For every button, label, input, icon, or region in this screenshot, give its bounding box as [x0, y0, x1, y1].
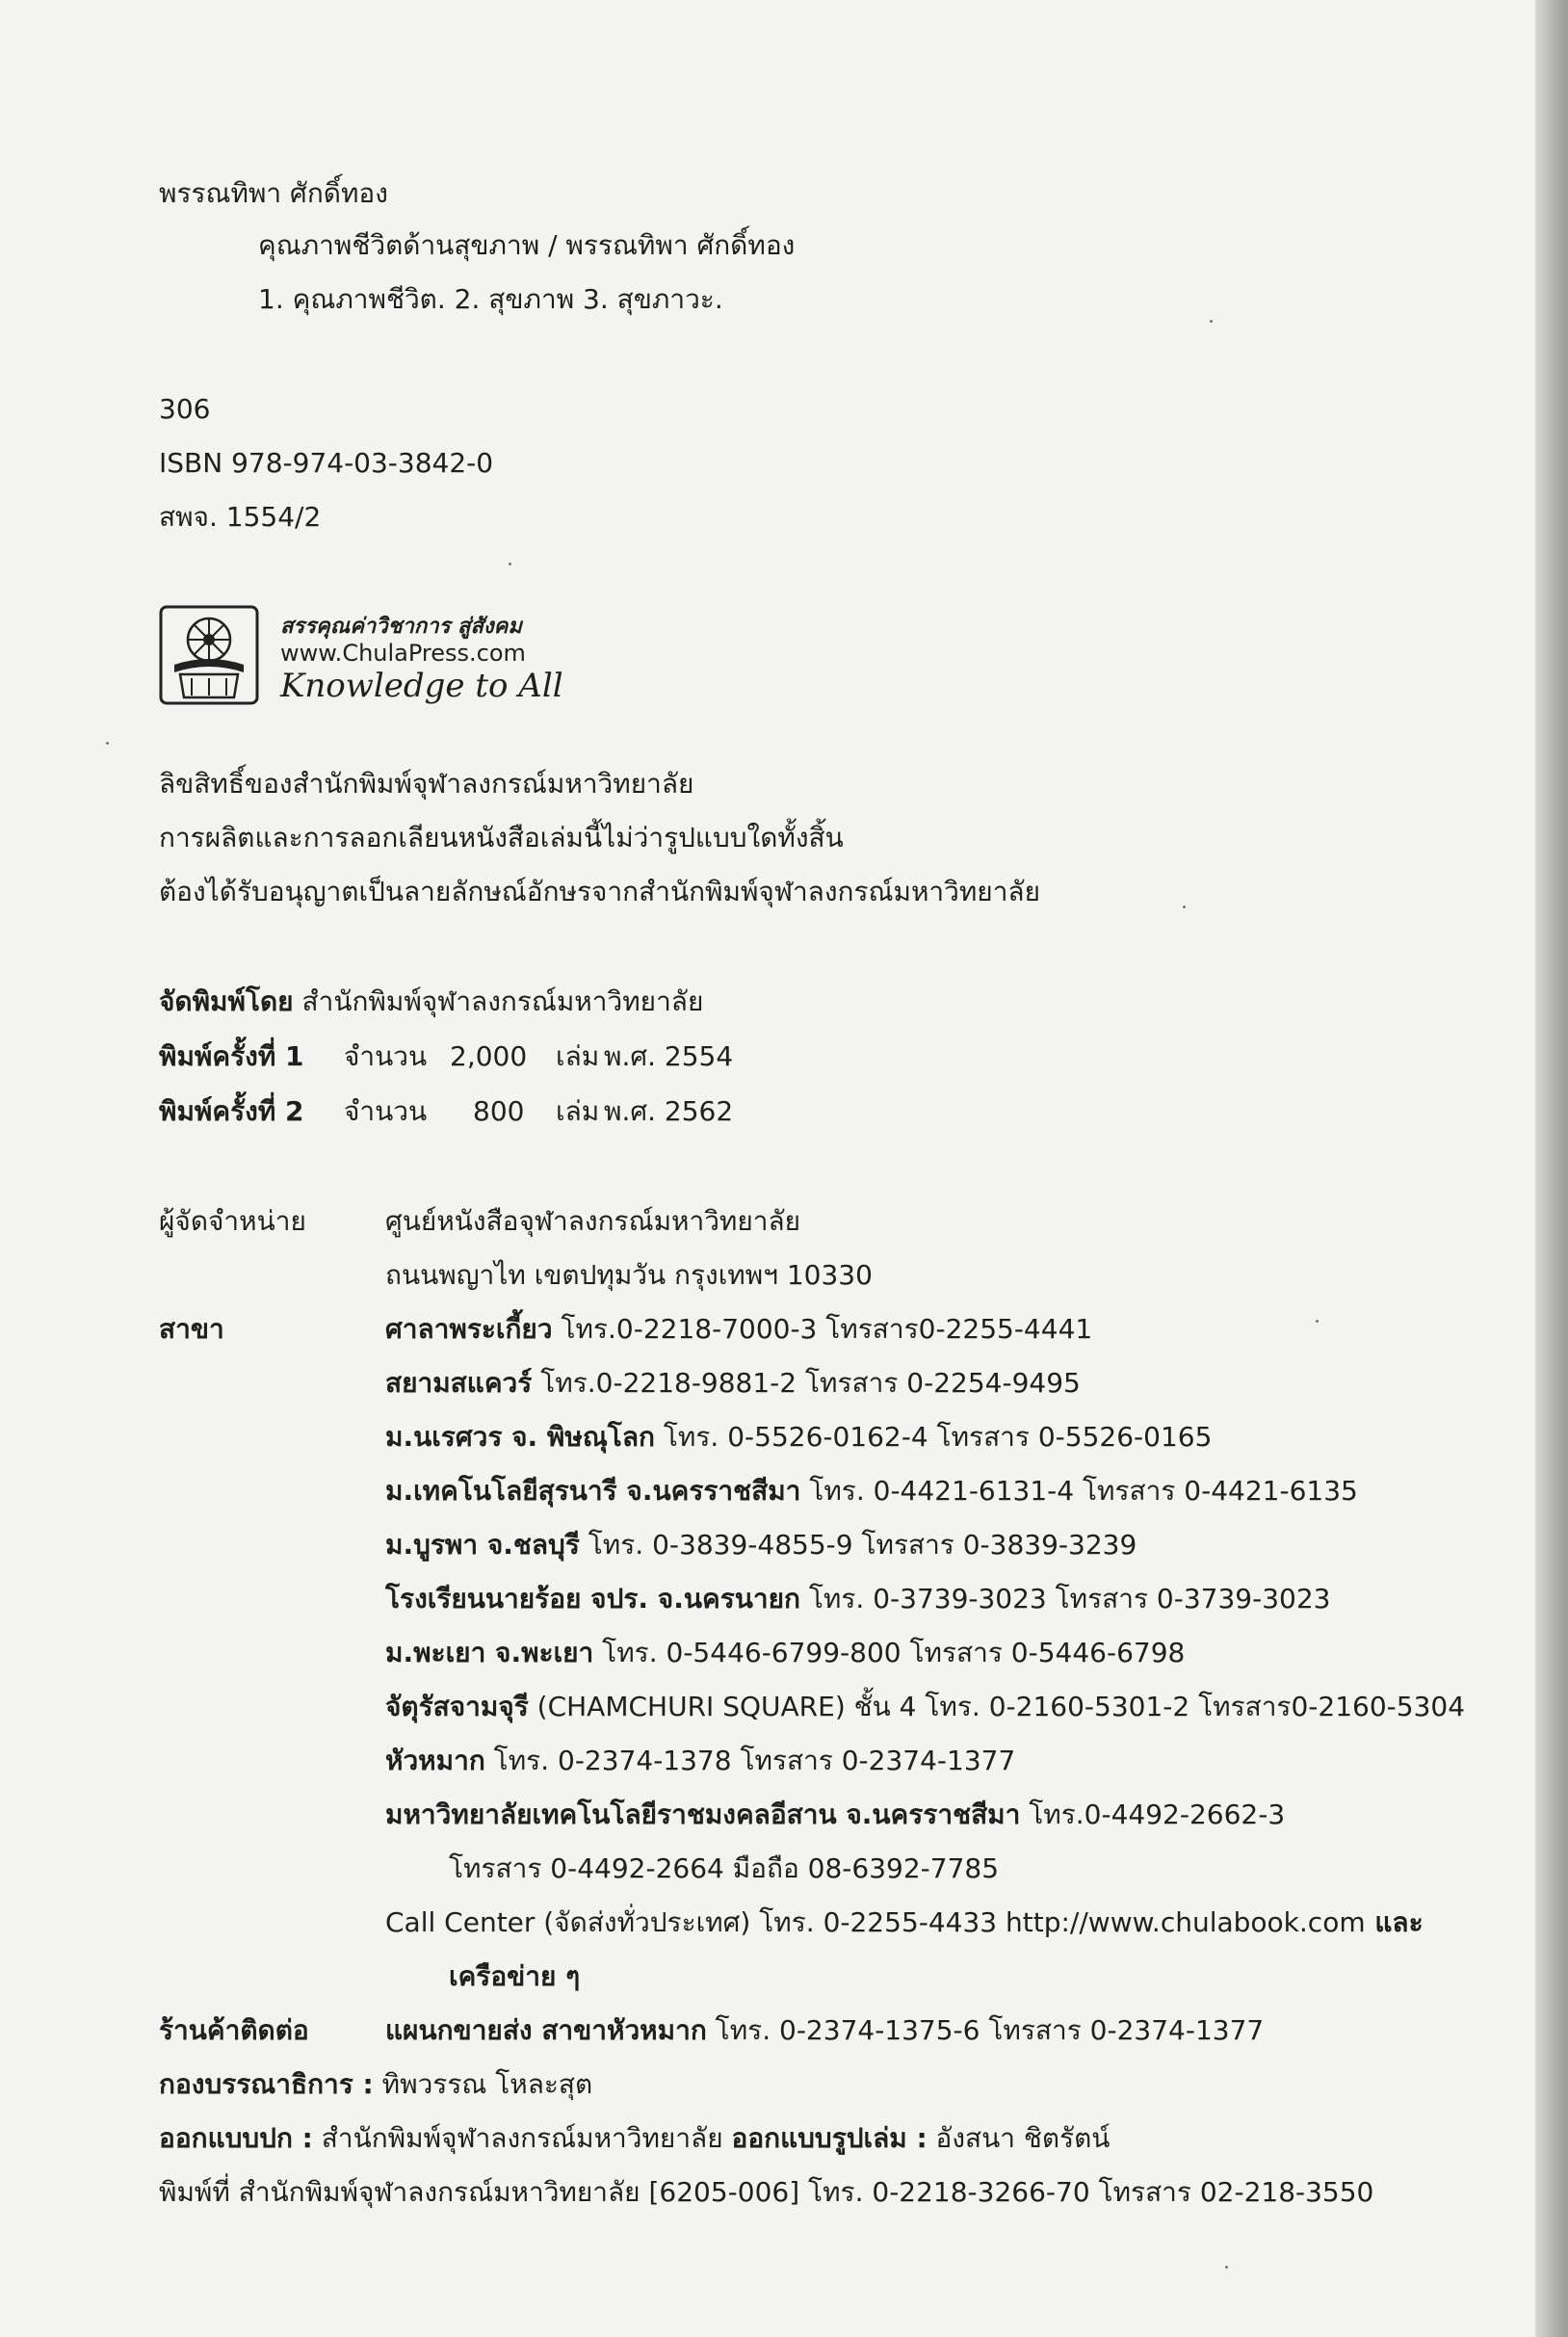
layout-designer: อังสนา ชิตรัตน์ — [927, 2122, 1111, 2154]
branch-continuation: โทรสาร 0-4492-2664 มือถือ 08-6392-7785 — [449, 1852, 1000, 1884]
branch-detail: โทร. 0-5526-0162-4 โทรสาร 0-5526-0165 — [654, 1421, 1213, 1453]
edition-unit: เล่ม — [556, 1040, 600, 1072]
branch-detail: (CHAMCHURI SQUARE) ชั้น 4 โทร. 0-2160-5301-2 โทรสาร0-2160-5304 — [528, 1691, 1466, 1722]
edition-unit: เล่ม — [556, 1095, 600, 1127]
editor-label: กองบรรณาธิการ : — [159, 2068, 374, 2100]
edition-year: พ.ศ. 2554 — [604, 1040, 734, 1072]
chula-press-logo — [159, 597, 563, 713]
call-center-and: และ — [1365, 1906, 1424, 1938]
edition-label: พิมพ์ครั้งที่ 1 — [159, 1040, 304, 1072]
branch-name: มหาวิทยาลัยเทคโนโลยีราชมงคลอีสาน จ.นครราชสีมา — [385, 1799, 1021, 1830]
edition-label: พิมพ์ครั้งที่ 2 — [159, 1095, 304, 1127]
copyright-line-3: ต้องได้รับอนุญาตเป็นลายลักษณ์อักษรจากสำนักพิมพ์จุฬาลงกรณ์มหาวิทยาลัย — [159, 876, 1040, 907]
branch-detail: โทร. 0-3839-4855-9 โทรสาร 0-3839-3239 — [579, 1529, 1137, 1561]
design-line — [159, 2121, 1110, 2156]
branch-name: ม.นเรศวร จ. พิษณุโลก — [385, 1421, 655, 1453]
chula-emblem-icon — [159, 605, 259, 705]
branch-name: ม.บูรพา จ.ชลบุรี — [385, 1529, 580, 1561]
copyright-line-1: ลิขสิทธิ์ของสำนักพิมพ์จุฬาลงกรณ์มหาวิทยาลัย — [159, 768, 694, 800]
network: เครือข่าย ๆ — [449, 1960, 581, 1992]
branch-detail: โทร. 0-4421-6131-4 โทรสาร 0-4421-6135 — [800, 1475, 1358, 1507]
distributor-address: ถนนพญาไท เขตปทุมวัน กรุงเทพฯ 10330 — [385, 1259, 873, 1291]
branch-item — [385, 1474, 1358, 1509]
branch-name: สยามสแควร์ — [385, 1367, 533, 1399]
scan-speck — [1225, 2266, 1228, 2269]
branch-detail: โทร. 0-5446-6799-800 โทรสาร 0-5446-6798 — [593, 1637, 1186, 1668]
branch-name: ศาลาพระเกี้ยว — [385, 1313, 553, 1345]
catalog-subjects: 1. คุณภาพชีวิต. 2. สุขภาพ 3. สุขภาวะ. — [258, 283, 723, 315]
page-edge-shadow — [1535, 0, 1568, 2337]
logo-slogan: สรรคุณค่าวิชาการ สู่สังคม — [280, 615, 522, 639]
branch-item — [385, 1528, 1137, 1562]
editor-line — [159, 2067, 592, 2102]
copyright-line-2: การผลิตและการลอกเลียนหนังสือเล่มนี้ไม่ว่ารูปแบบใดทั้งสิ้น — [159, 822, 844, 853]
catalog-title: คุณภาพชีวิตด้านสุขภาพ / พรรณทิพา ศักดิ์ทอง — [258, 229, 796, 261]
branch-detail: โทร.0-2218-7000-3 โทรสาร0-2255-4441 — [552, 1313, 1093, 1345]
scan-speck — [509, 563, 511, 565]
printer-line: พิมพ์ที่ สำนักพิมพ์จุฬาลงกรณ์มหาวิทยาลัย [6205-006] โทร. 0-2218-3266-70 โทรสาร 02-218-3550 — [159, 2176, 1374, 2208]
cover-designer: สำนักพิมพ์จุฬาลงกรณ์มหาวิทยาลัย — [312, 2122, 732, 2154]
store-name: แผนกขายส่ง สาขาหัวหมาก — [385, 2014, 707, 2046]
branch-name: จัตุรัสจามจุรี — [385, 1691, 529, 1722]
store-contact — [385, 2013, 1264, 2048]
branch-detail: โทร.0-2218-9881-2 โทรสาร 0-2254-9495 — [532, 1367, 1081, 1399]
cover-label: ออกแบบปก : — [159, 2122, 313, 2154]
edition-count: 2,000 — [450, 1040, 528, 1072]
catalog-isbn: ISBN 978-974-03-3842-0 — [159, 447, 494, 479]
logo-website: www.ChulaPress.com — [280, 640, 526, 667]
branches-label: สาขา — [159, 1313, 224, 1345]
branch-name: ม.พะเยา จ.พะเยา — [385, 1637, 594, 1668]
branch-name: โรงเรียนนายร้อย จปร. จ.นครนายก — [385, 1583, 800, 1615]
branch-item — [385, 1312, 1092, 1347]
branch-item — [385, 1366, 1081, 1401]
store-detail: โทร. 0-2374-1375-6 โทรสาร 0-2374-1377 — [706, 2014, 1265, 2046]
branch-item — [385, 1798, 1285, 1832]
call-center-text: Call Center (จัดส่งทั่วประเทศ) โทร. 0-2255-4433 http://www.chulabook.com — [385, 1906, 1366, 1938]
editor-name: ทิพวรรณ โหละสุต — [373, 2068, 593, 2100]
branch-item — [385, 1636, 1185, 1670]
logo-motto: Knowledge to All — [280, 667, 563, 705]
catalog-spj: สพจ. 1554/2 — [159, 501, 322, 533]
branch-item — [385, 1420, 1212, 1455]
branch-item — [385, 1582, 1330, 1616]
edition-count-label: จำนวน — [344, 1040, 428, 1072]
distributor-label: ผู้จัดจำหน่าย — [159, 1205, 306, 1237]
branch-name: ม.เทคโนโลยีสุรนารี จ.นครราชสีมา — [385, 1475, 801, 1507]
layout-label: ออกแบบรูปเล่ม : — [731, 2122, 928, 2154]
publisher-line — [159, 985, 703, 1019]
scan-speck — [1183, 906, 1186, 908]
branch-item — [385, 1690, 1465, 1724]
store-label: ร้านค้าติดต่อ — [159, 2014, 309, 2046]
scan-speck — [106, 742, 109, 745]
edition-count: 800 — [473, 1095, 525, 1127]
scan-speck — [1316, 1320, 1319, 1323]
branch-item — [385, 1744, 1015, 1778]
publisher-label: จัดพิมพ์โดย — [159, 985, 294, 1017]
branch-detail: โทร. 0-3739-3023 โทรสาร 0-3739-3023 — [799, 1583, 1331, 1615]
scan-speck — [1210, 320, 1213, 323]
branch-name: หัวหมาก — [385, 1745, 485, 1776]
edition-year: พ.ศ. 2562 — [604, 1095, 734, 1127]
call-center — [385, 1905, 1424, 1940]
catalog-author: พรรณทิพา ศักดิ์ทอง — [159, 177, 388, 209]
catalog-number: 306 — [159, 393, 211, 425]
distributor-name: ศูนย์หนังสือจุฬาลงกรณ์มหาวิทยาลัย — [385, 1205, 801, 1237]
edition-count-label: จำนวน — [344, 1095, 428, 1127]
branch-detail: โทร. 0-2374-1378 โทรสาร 0-2374-1377 — [484, 1745, 1016, 1776]
branch-detail: โทร.0-4492-2662-3 — [1020, 1799, 1286, 1830]
publisher-name: สำนักพิมพ์จุฬาลงกรณ์มหาวิทยาลัย — [301, 985, 704, 1017]
